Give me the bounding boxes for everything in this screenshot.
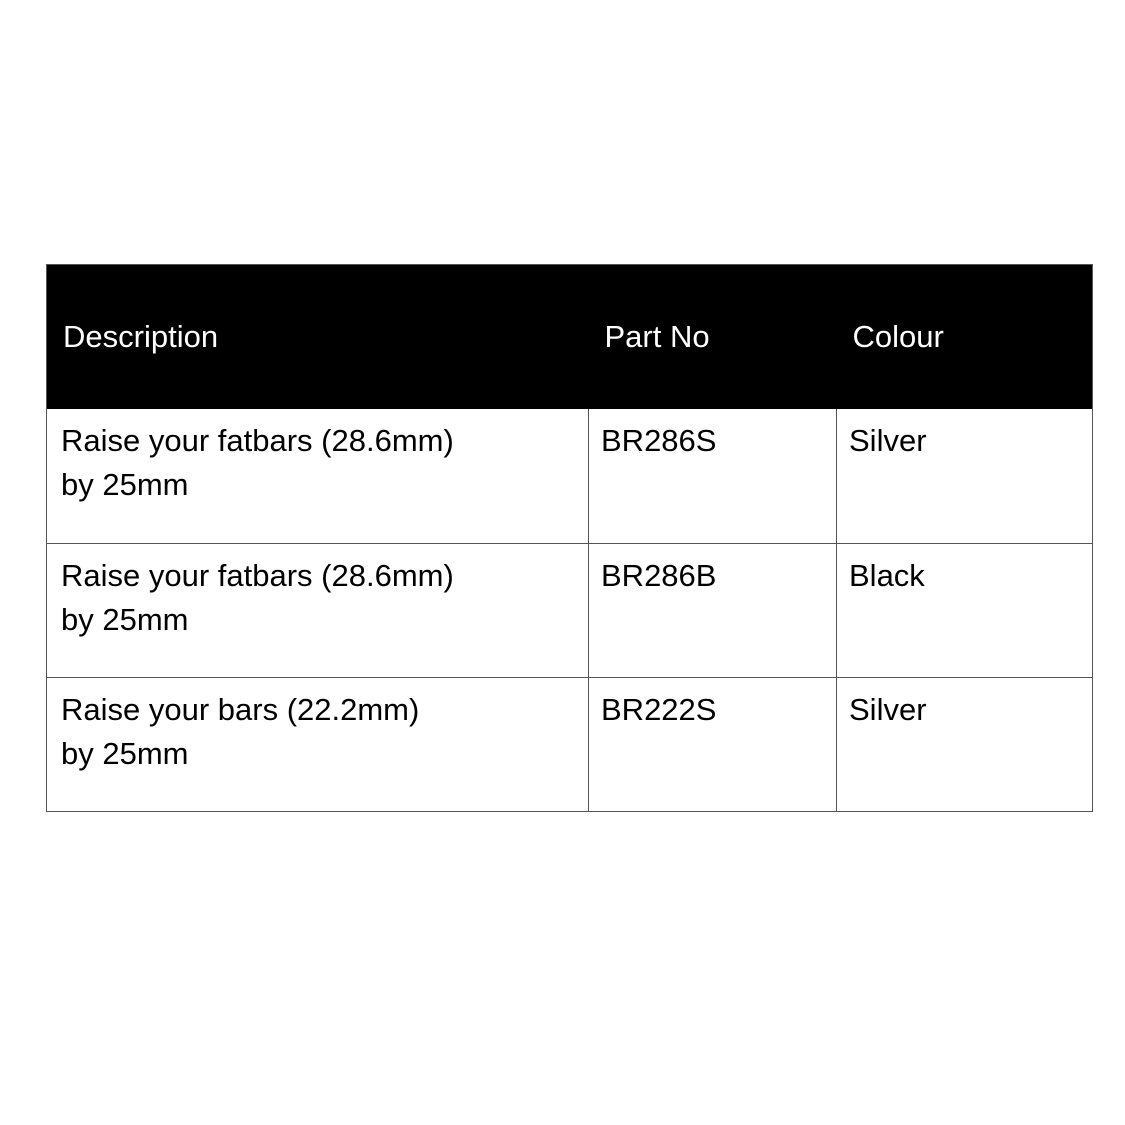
table-row bbox=[47, 677, 1093, 811]
description-line-2: by 25mm bbox=[61, 735, 189, 771]
description-line-1: Raise your fatbars (28.6mm) bbox=[61, 557, 454, 593]
product-spec-table bbox=[46, 264, 1093, 812]
table-header-row bbox=[47, 265, 1093, 410]
table-header bbox=[47, 265, 1093, 410]
description-line-1: Raise your fatbars (28.6mm) bbox=[61, 423, 454, 458]
column-header-description: Description bbox=[47, 265, 589, 410]
cell-part-no: BR286S bbox=[589, 409, 837, 543]
cell-description bbox=[47, 409, 589, 543]
table-row bbox=[47, 409, 1093, 543]
cell-colour: Silver bbox=[837, 677, 1093, 811]
cell-part-no: BR286B bbox=[589, 543, 837, 677]
table-row bbox=[47, 543, 1093, 677]
description-line-1: Raise your bars (22.2mm) bbox=[61, 691, 420, 727]
column-header-colour: Colour bbox=[837, 265, 1093, 410]
cell-colour: Silver bbox=[837, 409, 1093, 543]
cell-description bbox=[47, 677, 589, 811]
description-line-2: by 25mm bbox=[61, 601, 189, 637]
column-header-part-no: Part No bbox=[589, 265, 837, 410]
cell-colour: Black bbox=[837, 543, 1093, 677]
cell-description bbox=[47, 543, 589, 677]
description-line-2: by 25mm bbox=[61, 467, 189, 503]
table-body bbox=[47, 409, 1093, 811]
cell-part-no: BR222S bbox=[589, 677, 837, 811]
